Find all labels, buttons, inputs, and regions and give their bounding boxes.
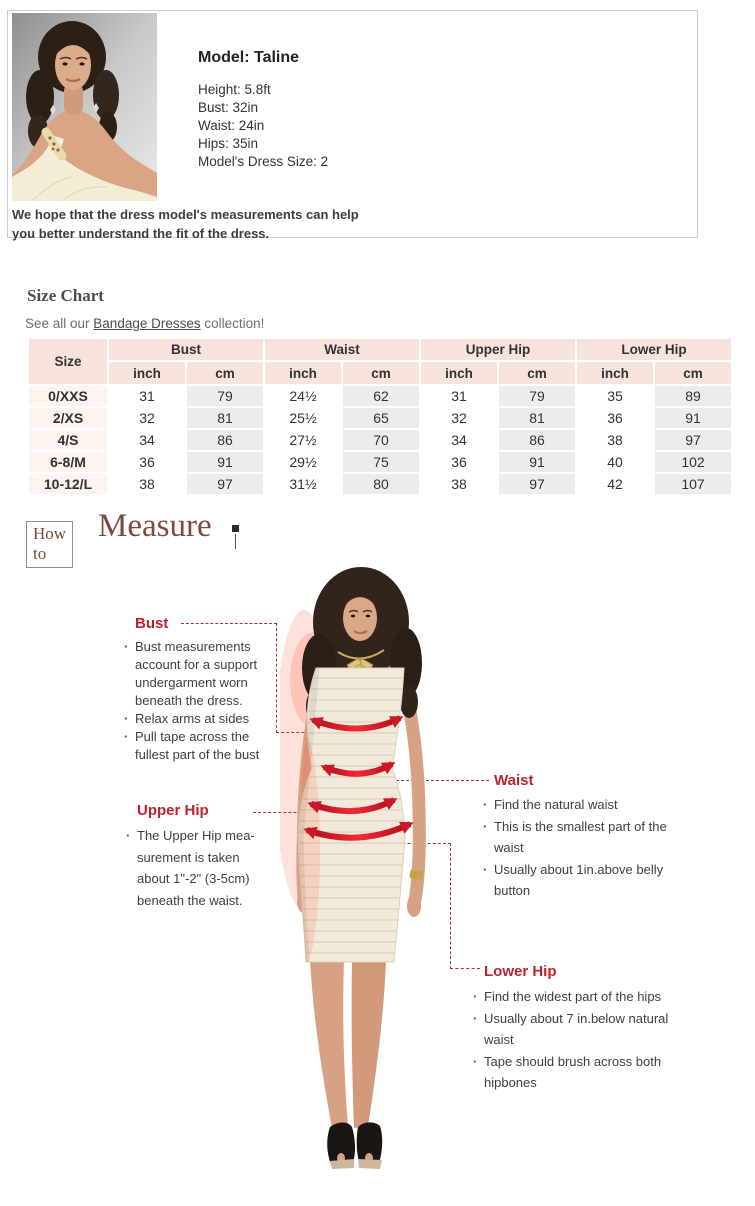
value-cell: 97 — [187, 474, 263, 494]
value-cell: 97 — [655, 430, 731, 450]
value-cell: 79 — [187, 386, 263, 406]
upper-hip-instructions — [125, 825, 267, 911]
value-cell: 75 — [343, 452, 419, 472]
col-header-upper-hip: Upper Hip — [421, 339, 575, 360]
value-cell: 38 — [577, 430, 653, 450]
size-cell: 2/XS — [29, 408, 107, 428]
measurement-model-illustration — [280, 560, 470, 1192]
intro-suffix: collection! — [200, 316, 265, 331]
intro-prefix: See all our — [25, 316, 94, 331]
model-spec-dress-size: Model's Dress Size: 2 — [198, 154, 329, 169]
value-cell: 89 — [655, 386, 731, 406]
value-cell: 42 — [577, 474, 653, 494]
col-header-size: Size — [29, 339, 107, 384]
waist-label: Waist — [494, 772, 534, 789]
value-cell: 40 — [577, 452, 653, 472]
model-spec-hips: Hips: 35in — [198, 136, 259, 151]
value-cell: 81 — [499, 408, 575, 428]
value-cell: 36 — [421, 452, 497, 472]
value-cell: 91 — [187, 452, 263, 472]
unit-header-cm: cm — [655, 362, 731, 384]
heading-large-text: Measure — [98, 508, 212, 544]
model-measurements-card — [7, 10, 698, 241]
value-cell: 81 — [187, 408, 263, 428]
size-cell: 0/XXS — [29, 386, 107, 406]
unit-header-inch: inch — [265, 362, 341, 384]
value-cell: 86 — [187, 430, 263, 450]
waist-instructions — [482, 794, 668, 902]
list-item: · Bust measurements account for a support undergarment worn beneath the dress. — [123, 638, 273, 710]
list-item: · This is the smallest part of the waist — [482, 816, 668, 859]
value-cell: 80 — [343, 474, 419, 494]
model-spec-waist: Waist: 24in — [198, 118, 265, 133]
table-row — [29, 474, 731, 494]
list-item: · Find the natural waist — [482, 794, 668, 816]
lower-hip-instructions — [472, 986, 678, 1094]
shoes — [327, 1122, 382, 1169]
value-cell: 27½ — [265, 430, 341, 450]
value-cell: 31½ — [265, 474, 341, 494]
model-photo — [12, 13, 157, 201]
unit-header-inch: inch — [421, 362, 497, 384]
value-cell: 38 — [109, 474, 185, 494]
collection-intro — [25, 316, 264, 331]
unit-header-cm: cm — [499, 362, 575, 384]
right-leg — [352, 960, 386, 1128]
list-item: · Pull tape across the fullest part of the bust — [123, 728, 273, 764]
model-info — [198, 49, 498, 171]
value-cell: 34 — [421, 430, 497, 450]
model-spec-height: Height: 5.8ft — [198, 82, 271, 97]
model-note: We hope that the dress model's measurements can help you better understand the fit of the dress. — [12, 207, 359, 241]
model-name-title: Model: Taline — [198, 49, 300, 66]
value-cell: 70 — [343, 430, 419, 450]
left-leg — [310, 960, 348, 1128]
list-item: · Relax arms at sides — [123, 710, 273, 728]
unit-header-cm: cm — [343, 362, 419, 384]
value-cell: 31 — [421, 386, 497, 406]
heading-square-ornament-icon — [232, 525, 239, 532]
model-spec-bust: Bust: 32in — [198, 100, 259, 115]
size-chart-table — [27, 337, 733, 496]
list-item: · Tape should brush across both hipbones — [472, 1051, 678, 1094]
unit-header-inch: inch — [577, 362, 653, 384]
bracelet — [409, 869, 423, 880]
value-cell: 107 — [655, 474, 731, 494]
table-row — [29, 452, 731, 472]
bust-instructions — [123, 638, 273, 764]
value-cell: 62 — [343, 386, 419, 406]
value-cell: 65 — [343, 408, 419, 428]
value-cell: 36 — [109, 452, 185, 472]
list-item: · Usually about 7 in.below natural waist — [472, 1008, 678, 1051]
value-cell: 91 — [655, 408, 731, 428]
value-cell: 38 — [421, 474, 497, 494]
size-chart-heading: Size Chart — [27, 286, 104, 305]
heading-small-text: How to — [26, 521, 73, 568]
col-header-lower-hip: Lower Hip — [577, 339, 731, 360]
value-cell: 25½ — [265, 408, 341, 428]
value-cell: 32 — [109, 408, 185, 428]
bust-connector-line — [181, 623, 277, 624]
table-row — [29, 430, 731, 450]
col-header-waist: Waist — [265, 339, 419, 360]
value-cell: 29½ — [265, 452, 341, 472]
list-item: · The Upper Hip mea- surement is taken about 1"-2" (3-5cm) beneath the waist. — [125, 825, 267, 911]
list-item: · Usually about 1in.above belly button — [482, 859, 668, 902]
value-cell: 31 — [109, 386, 185, 406]
size-cell: 4/S — [29, 430, 107, 450]
value-cell: 79 — [499, 386, 575, 406]
bandage-dresses-link[interactable]: Bandage Dresses — [93, 316, 201, 331]
table-row — [29, 386, 731, 406]
lower-hip-label: Lower Hip — [484, 963, 557, 980]
unit-header-inch: inch — [109, 362, 185, 384]
value-cell: 35 — [577, 386, 653, 406]
value-cell: 34 — [109, 430, 185, 450]
value-cell: 36 — [577, 408, 653, 428]
value-cell: 97 — [499, 474, 575, 494]
bust-label: Bust — [135, 615, 169, 632]
table-unit-header-row — [29, 362, 731, 384]
table-row — [29, 408, 731, 428]
col-header-bust: Bust — [109, 339, 263, 360]
value-cell: 32 — [421, 408, 497, 428]
unit-header-cm: cm — [187, 362, 263, 384]
value-cell: 86 — [499, 430, 575, 450]
value-cell: 102 — [655, 452, 731, 472]
size-cell: 10-12/L — [29, 474, 107, 494]
value-cell: 91 — [499, 452, 575, 472]
list-item: · Find the widest part of the hips — [472, 986, 678, 1008]
table-group-header-row — [29, 339, 731, 360]
bust-connector-line — [276, 623, 277, 733]
upper-hip-label: Upper Hip — [137, 802, 209, 819]
value-cell: 24½ — [265, 386, 341, 406]
heading-tick-ornament-icon — [235, 534, 236, 549]
size-cell: 6-8/M — [29, 452, 107, 472]
